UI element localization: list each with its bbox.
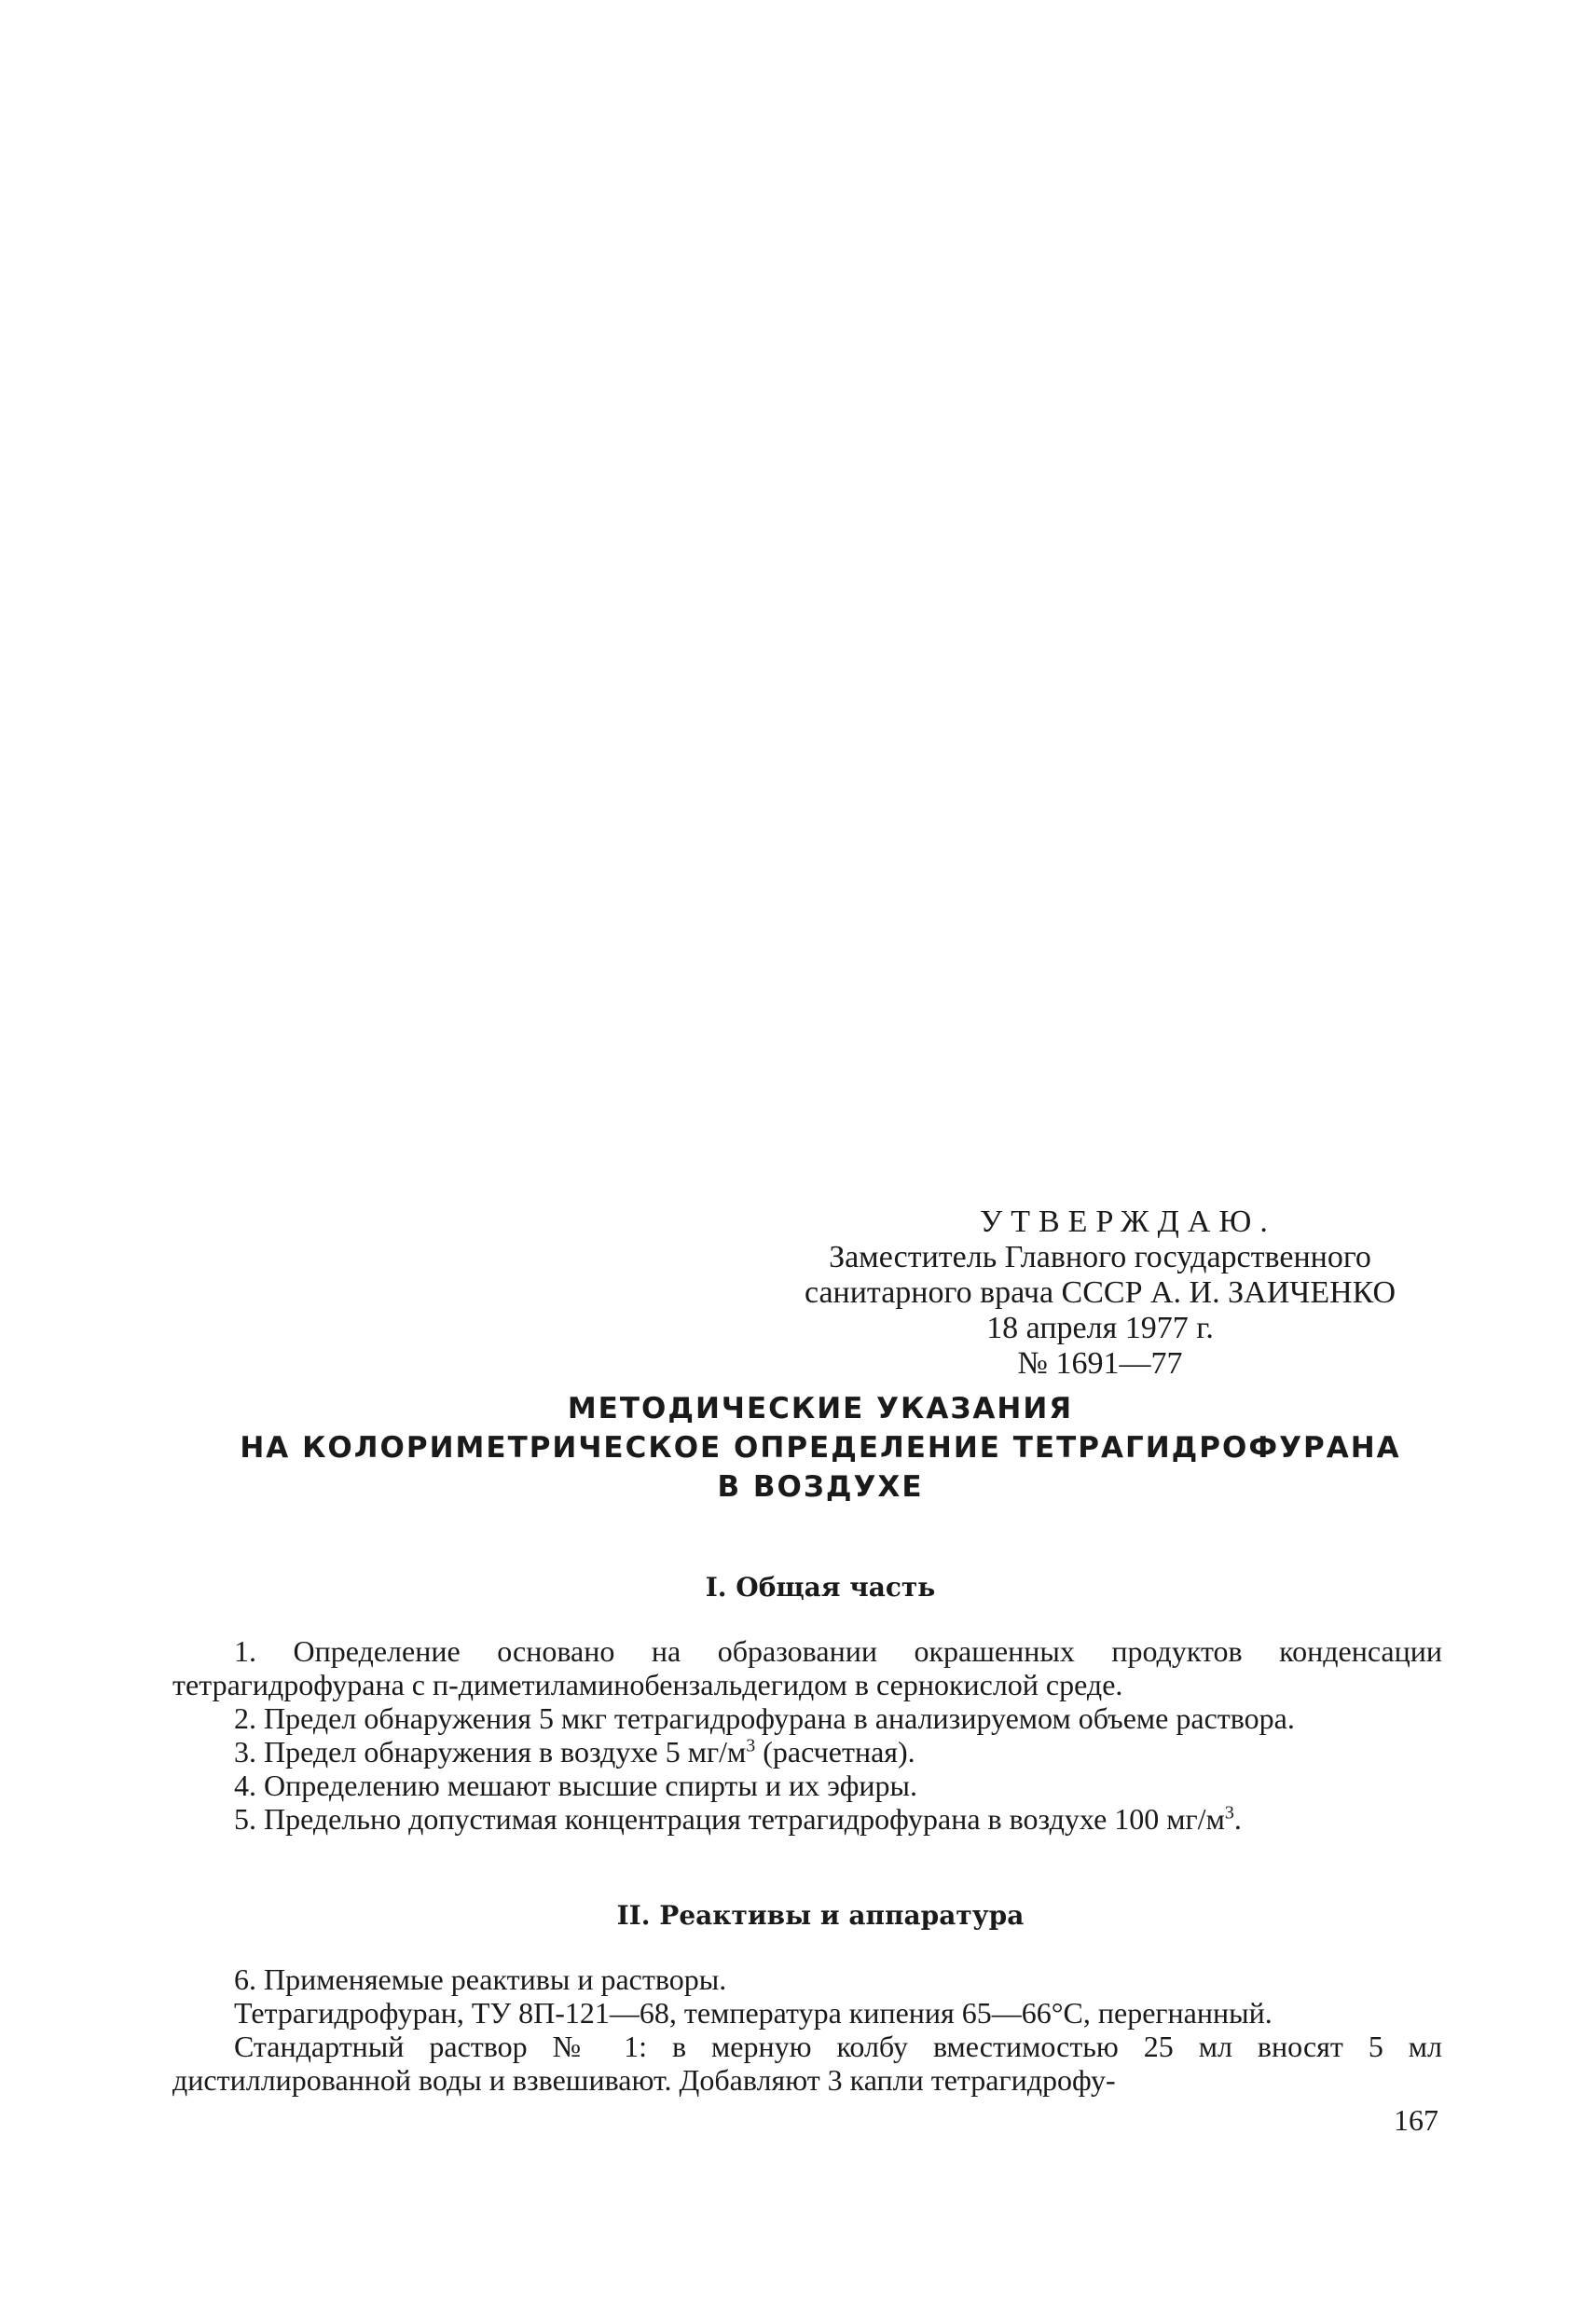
paragraph-5	[172, 1802, 1442, 1836]
approval-date: 18 апреля 1977 г.	[986, 1311, 1214, 1345]
approval-block	[727, 1205, 1473, 1382]
paragraph-3-superscript: 3	[746, 1735, 756, 1756]
paragraph-5-tail: .	[1233, 1802, 1242, 1836]
approval-signatory: санитарного врача СССР А. И. ЗАИЧЕНКО	[804, 1275, 1396, 1310]
section-heading-general: I. Общая часть	[705, 1572, 936, 1603]
approval-heading: УТВЕРЖДАЮ.	[980, 1205, 1276, 1239]
title-line-3: В ВОЗДУХЕ	[717, 1470, 924, 1504]
section-heading-reagents: II. Реактивы и аппаратура	[616, 1900, 1025, 1931]
document-title	[168, 1389, 1473, 1507]
paragraph-3	[172, 1735, 1442, 1769]
paragraph-3-text: 3. Предел обнаружения в воздухе 5 мг/м	[234, 1735, 747, 1769]
title-line-1: МЕТОДИЧЕСКИЕ УКАЗАНИЯ	[567, 1392, 1074, 1425]
paragraph-7: Тетрагидрофуран, ТУ 8П-121—68, температура кипения 65—66°С, перегнанный.	[234, 1996, 1273, 2030]
paragraph-2: 2. Предел обнаружения 5 мкг тетрагидрофурана в анализируемом объеме раствора.	[234, 1701, 1295, 1735]
approval-position: Заместитель Главного государственного	[829, 1240, 1371, 1274]
paragraph-5-superscript: 3	[1224, 1802, 1234, 1824]
paragraph-5-text: 5. Предельно допустимая концентрация тетрагидрофурана в воздухе 100 мг/м	[234, 1802, 1225, 1836]
paragraph-6: 6. Применяемые реактивы и растворы.	[234, 1962, 727, 1996]
approval-number: № 1691—77	[1017, 1346, 1183, 1381]
title-line-2: НА КОЛОРИМЕТРИЧЕСКОЕ ОПРЕДЕЛЕНИЕ ТЕТРАГИДРОФУРАНА	[240, 1431, 1401, 1465]
paragraph-8: Стандартный раствор № 1: в мерную колбу вместимостью 25 мл вносят 5 мл дистиллированной воды и взвешивают. Добавляют 3 капли тетрагидрофу-	[172, 2030, 1442, 2097]
section-reagents-body	[172, 1962, 1442, 2097]
page-number: 167	[1394, 2103, 1438, 2137]
paragraph-3-tail: (расчетная).	[755, 1735, 915, 1769]
paragraph-4: 4. Определению мешают высшие спирты и их эфиры.	[234, 1769, 918, 1802]
paragraph-1: 1. Определение основано на образовании окрашенных продуктов конденсации тетрагидрофурана с п-диметиламинобензальдегидом в сернокислой среде.	[172, 1634, 1442, 1701]
section-general-body	[172, 1634, 1442, 1836]
